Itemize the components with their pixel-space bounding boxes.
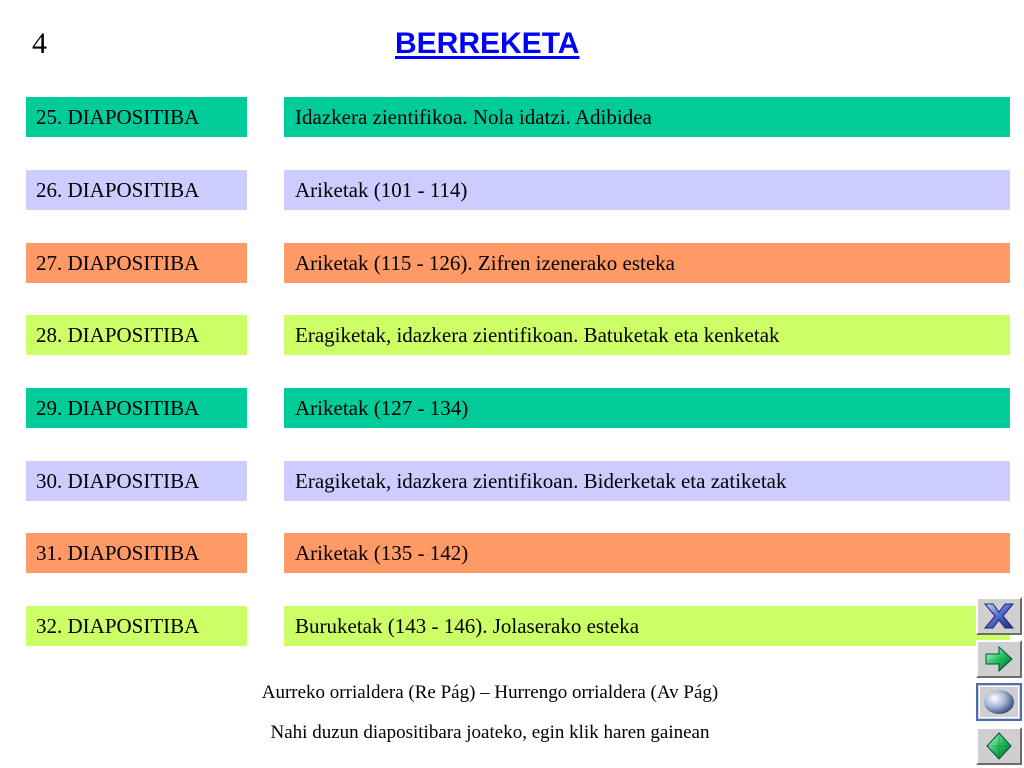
nav-hint-text: Aurreko orrialdera (Re Pág) – Hurrengo orrialdera (Av Pág): [261, 682, 719, 703]
slide-29-description[interactable]: Ariketak (127 - 134): [284, 388, 1010, 428]
slide-27-label[interactable]: 27. DIAPOSITIBA: [26, 243, 247, 283]
diamond-up-icon: [980, 731, 1018, 761]
slide-row: [0, 243, 1024, 283]
slide-31-description[interactable]: Ariketak (135 - 142): [284, 533, 1010, 573]
slide-32-description[interactable]: Buruketak (143 - 146). Jolaserako esteka: [284, 606, 1010, 646]
slide-row: [0, 170, 1024, 210]
slide-32-label[interactable]: 32. DIAPOSITIBA: [26, 606, 247, 646]
slide-25-description[interactable]: Idazkera zientifikoa. Nola idatzi. Adibidea: [284, 97, 1010, 137]
slide-26-label[interactable]: 26. DIAPOSITIBA: [26, 170, 247, 210]
click-hint-text: Nahi duzun diapositibara joateko, egin klik haren gainean: [270, 722, 710, 743]
up-button[interactable]: [976, 727, 1022, 765]
slide-28-description[interactable]: Eragiketak, idazkera zientifikoan. Batuketak eta kenketak: [284, 315, 1010, 355]
slide-31-label[interactable]: 31. DIAPOSITIBA: [26, 533, 247, 573]
slide-row: [0, 97, 1024, 137]
close-button[interactable]: [976, 597, 1022, 635]
slide-28-label[interactable]: 28. DIAPOSITIBA: [26, 315, 247, 355]
slide-30-label[interactable]: 30. DIAPOSITIBA: [26, 461, 247, 501]
slide-27-description[interactable]: Ariketak (115 - 126). Zifren izenerako esteka: [284, 243, 1010, 283]
slide-row: [0, 315, 1024, 355]
sphere-icon: [980, 687, 1018, 717]
slide-row: [0, 533, 1024, 573]
close-x-icon: [980, 601, 1018, 631]
slide-26-description[interactable]: Ariketak (101 - 114): [284, 170, 1010, 210]
page-title[interactable]: BERREKETA: [395, 27, 580, 60]
slide-row: [0, 461, 1024, 501]
slide-25-label[interactable]: 25. DIAPOSITIBA: [26, 97, 247, 137]
slide-30-description[interactable]: Eragiketak, idazkera zientifikoan. Biderketak eta zatiketak: [284, 461, 1010, 501]
slide-row: [0, 388, 1024, 428]
home-button[interactable]: [976, 683, 1022, 721]
slide-row: [0, 606, 1024, 646]
arrow-right-icon: [980, 644, 1018, 674]
page-number: 4: [32, 27, 47, 60]
next-button[interactable]: [976, 640, 1022, 678]
slide-29-label[interactable]: 29. DIAPOSITIBA: [26, 388, 247, 428]
